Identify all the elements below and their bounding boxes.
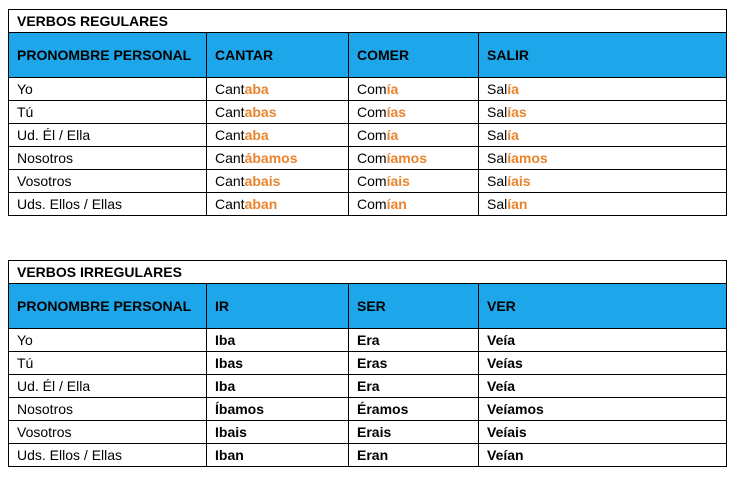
verb-stem: Com [357, 150, 387, 166]
table-row [9, 352, 727, 375]
verb-stem: Sal [487, 196, 508, 212]
column-header-verb: SER [349, 284, 479, 329]
table-row [9, 444, 727, 467]
verb-ending: ías [386, 104, 407, 120]
conjugation-cell: Erais [349, 421, 479, 444]
verb-ending: ía [507, 81, 519, 97]
conjugation-cell: Veíamos [479, 398, 727, 421]
verb-ending: ía [507, 127, 519, 143]
verb-stem: Cant [215, 196, 245, 212]
pronoun-cell: Uds. Ellos / Ellas [9, 193, 207, 216]
conjugation-cell: Éramos [349, 398, 479, 421]
conjugation-cell: Iba [207, 375, 349, 398]
verb-stem: Sal [487, 173, 508, 189]
table-row [9, 170, 727, 193]
conjugation-cell [479, 147, 727, 170]
table-title: VERBOS IRREGULARES [9, 261, 727, 284]
verb-stem: Com [357, 127, 387, 143]
conjugation-cell: Eras [349, 352, 479, 375]
column-header-pronoun: PRONOMBRE PERSONAL [9, 284, 207, 329]
conjugation-cell: Iba [207, 329, 349, 352]
conjugation-cell: Íbamos [207, 398, 349, 421]
verb-stem: Cant [215, 104, 245, 120]
table-row [9, 421, 727, 444]
table-title-row [9, 261, 727, 284]
column-header-row [9, 33, 727, 78]
verb-stem: Com [357, 104, 387, 120]
pronoun-cell: Uds. Ellos / Ellas [9, 444, 207, 467]
table-row [9, 124, 727, 147]
conjugation-cell [349, 147, 479, 170]
table-row [9, 375, 727, 398]
conjugation-cell [207, 78, 349, 101]
verb-ending: ías [507, 104, 527, 120]
pronoun-cell: Vosotros [9, 421, 207, 444]
pronoun-cell: Vosotros [9, 170, 207, 193]
table-title-row [9, 10, 727, 33]
conjugation-cell [207, 147, 349, 170]
column-header-row [9, 284, 727, 329]
verb-stem: Sal [487, 150, 508, 166]
conjugation-cell [207, 124, 349, 147]
conjugation-cell [479, 101, 727, 124]
verb-ending: íais [386, 173, 410, 189]
pronoun-cell: Ud. Él / Ella [9, 375, 207, 398]
column-header-pronoun: PRONOMBRE PERSONAL [9, 33, 207, 78]
conjugation-cell [349, 124, 479, 147]
pronoun-cell: Tú [9, 352, 207, 375]
table-row [9, 329, 727, 352]
conjugation-cell: Ibas [207, 352, 349, 375]
conjugation-cell: Veía [479, 329, 727, 352]
verb-ending: ábamos [244, 150, 298, 166]
conjugation-cell: Eran [349, 444, 479, 467]
verb-stem: Com [357, 196, 387, 212]
verb-stem: Com [357, 173, 387, 189]
verb-ending: aba [244, 81, 269, 97]
table-row [9, 147, 727, 170]
column-header-verb: CANTAR [207, 33, 349, 78]
conjugation-cell: Veías [479, 352, 727, 375]
conjugation-cell [349, 193, 479, 216]
conjugation-cell: Era [349, 329, 479, 352]
conjugation-cell: Veía [479, 375, 727, 398]
pronoun-cell: Ud. Él / Ella [9, 124, 207, 147]
verb-ending: aba [244, 127, 269, 143]
conjugation-cell [207, 193, 349, 216]
verb-stem: Sal [487, 127, 508, 143]
verb-stem: Sal [487, 81, 508, 97]
verb-stem: Cant [215, 173, 245, 189]
table-title: VERBOS REGULARES [9, 10, 727, 33]
pronoun-cell: Yo [9, 329, 207, 352]
verb-ending: ían [386, 196, 407, 212]
conjugation-cell [479, 78, 727, 101]
conjugation-cell: Veían [479, 444, 727, 467]
verb-ending: abais [244, 173, 281, 189]
verb-ending: ían [507, 196, 528, 212]
table-row [9, 78, 727, 101]
conjugation-cell: Ibais [207, 421, 349, 444]
conjugation-cell [349, 101, 479, 124]
conjugation-cell: Iban [207, 444, 349, 467]
column-header-verb: VER [479, 284, 727, 329]
table-row [9, 193, 727, 216]
verb-ending: íamos [386, 150, 428, 166]
conjugation-cell [349, 170, 479, 193]
verb-stem: Sal [487, 104, 508, 120]
verb-ending: aban [244, 196, 278, 212]
column-header-verb: IR [207, 284, 349, 329]
verb-ending: íais [507, 173, 531, 189]
pronoun-cell: Nosotros [9, 147, 207, 170]
verb-ending: íamos [507, 150, 548, 166]
column-header-verb: COMER [349, 33, 479, 78]
verb-stem: Cant [215, 150, 245, 166]
verb-ending: abas [244, 104, 277, 120]
conjugation-cell: Era [349, 375, 479, 398]
pronoun-cell: Tú [9, 101, 207, 124]
regular-verbs-table [8, 9, 727, 216]
verb-stem: Cant [215, 127, 245, 143]
verb-ending: ía [386, 127, 399, 143]
conjugation-cell: Veíais [479, 421, 727, 444]
table-row [9, 101, 727, 124]
conjugation-cell [479, 193, 727, 216]
verb-stem: Com [357, 81, 387, 97]
column-header-verb: SALIR [479, 33, 727, 78]
conjugation-cell [207, 101, 349, 124]
pronoun-cell: Yo [9, 78, 207, 101]
pronoun-cell: Nosotros [9, 398, 207, 421]
conjugation-cell [479, 170, 727, 193]
conjugation-cell [479, 124, 727, 147]
verb-stem: Cant [215, 81, 245, 97]
conjugation-cell [349, 78, 479, 101]
table-row [9, 398, 727, 421]
conjugation-cell [207, 170, 349, 193]
verb-ending: ía [386, 81, 399, 97]
irregular-verbs-table [8, 260, 727, 467]
